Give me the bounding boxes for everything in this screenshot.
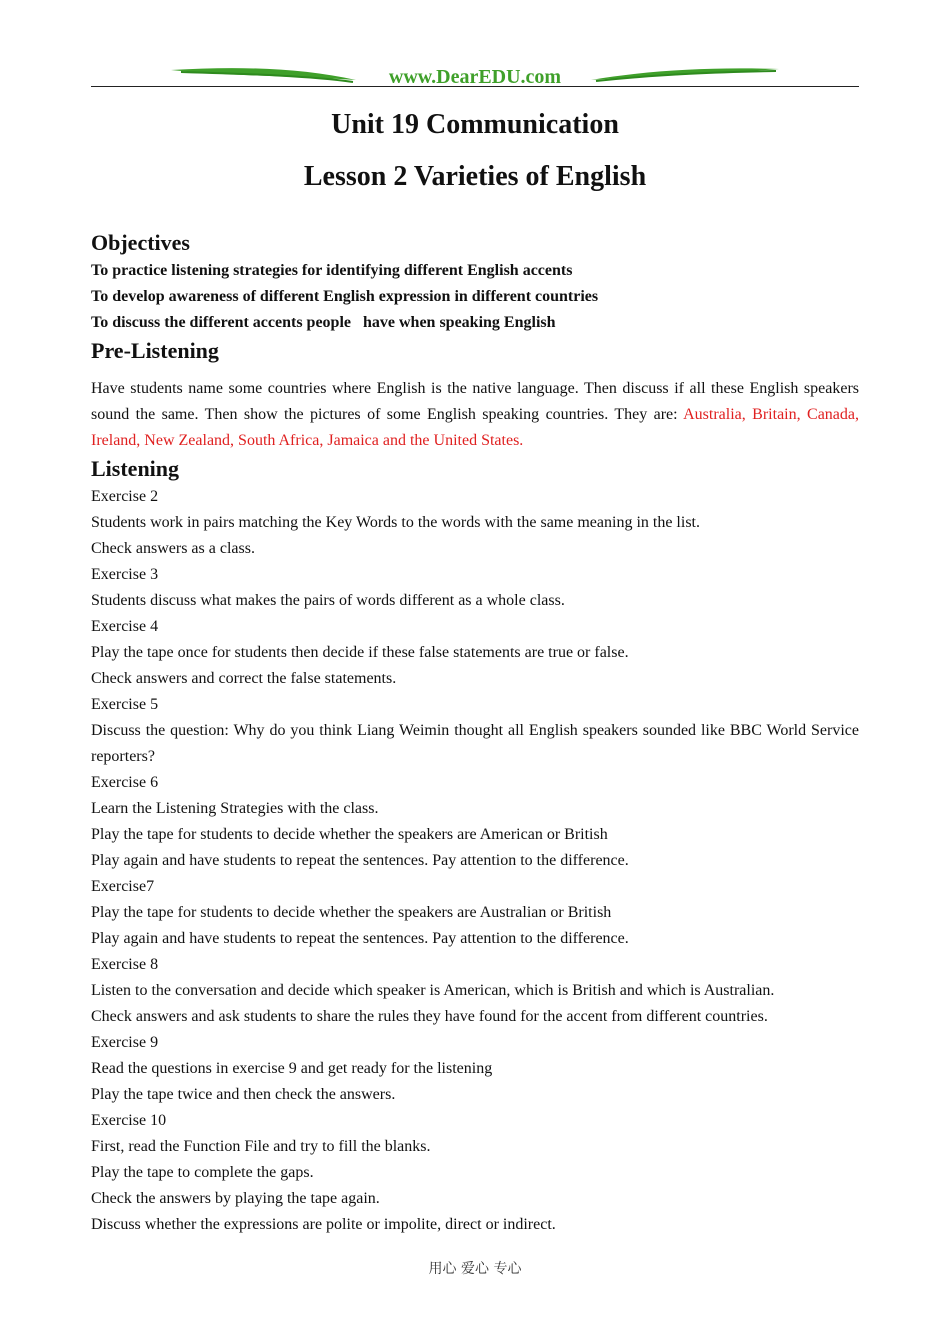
exercise-label: Exercise 2 — [91, 488, 159, 505]
instruction-line: Students discuss what makes the pairs of words different as a whole class. — [91, 592, 565, 609]
instruction-line: Check the answers by playing the tape again. — [91, 1190, 380, 1207]
instruction-line: Play the tape once for students then decide if these false statements are true or false. — [91, 644, 629, 661]
instruction-line: Learn the Listening Strategies with the class. — [91, 800, 379, 817]
pre-listening-paragraph — [91, 376, 859, 454]
pre-listening-heading: Pre-Listening — [91, 338, 219, 363]
instruction-line: Check answers and correct the false statements. — [91, 670, 397, 687]
footer-text: 用心 爱心 专心 — [428, 1261, 522, 1277]
objectives-heading: Objectives — [91, 230, 190, 255]
header-rule — [91, 86, 859, 87]
objective-item: To discuss the different accents people have when speaking English — [91, 314, 556, 331]
exercise-label: Exercise 6 — [91, 774, 159, 791]
instruction-line: Check answers and ask students to share the rules they have found for the accent from different countries. — [91, 1008, 768, 1025]
instruction-line: Play the tape for students to decide whether the speakers are Australian or British — [91, 904, 612, 921]
objective-item: To practice listening strategies for identifying different English accents — [91, 262, 573, 279]
instruction-line: Play the tape for students to decide whether the speakers are American or British — [91, 826, 608, 843]
exercise-label: Exercise7 — [91, 878, 155, 895]
exercise-label: Exercise 10 — [91, 1112, 167, 1129]
listening-lines — [91, 484, 859, 1238]
instruction-line: Play the tape twice and then check the answers. — [91, 1086, 396, 1103]
unit-title: Unit 19 Communication — [331, 109, 619, 140]
objective-item: To develop awareness of different English expression in different countries — [91, 288, 599, 305]
instruction-line: Listen to the conversation and decide which speaker is American, which is British and which is Australian. — [91, 982, 775, 999]
instruction-line: Play the tape to complete the gaps. — [91, 1164, 314, 1181]
exercise-label: Exercise 3 — [91, 566, 159, 583]
instruction-line: First, read the Function File and try to fill the blanks. — [91, 1138, 431, 1155]
instruction-line: Discuss whether the expressions are polite or impolite, direct or indirect. — [91, 1216, 556, 1233]
instruction-line: Check answers as a class. — [91, 540, 255, 557]
instruction-line: Play again and have students to repeat the sentences. Pay attention to the difference. — [91, 930, 629, 947]
exercise-label: Exercise 9 — [91, 1034, 159, 1051]
document-body — [91, 228, 859, 1238]
instruction-line: Students work in pairs matching the Key Words to the words with the same meaning in the list. — [91, 514, 700, 531]
countries-list: Australia, Britain, Canada, Ireland, New Zealand, South Africa, Jamaica and the United States. — [91, 406, 860, 449]
pre-listening-text: Have students name some countries where English is the native language. Then discuss if all these English speakers sound the same. Then show the pictures of some English speaking countries. They are: — [91, 380, 859, 423]
exercise-label: Exercise 8 — [91, 956, 159, 973]
listening-heading: Listening — [91, 456, 180, 481]
lesson-title: Lesson 2 Varieties of English — [303, 161, 647, 192]
instruction-line: Discuss the question: Why do you think Liang Weimin thought all English speakers sounded like BBC World Service reporters? — [91, 722, 859, 765]
exercise-label: Exercise 5 — [91, 696, 159, 713]
logo-text: www.DearEDU.com — [388, 66, 562, 88]
instruction-line: Play again and have students to repeat the sentences. Pay attention to the difference. — [91, 852, 629, 869]
instruction-line: Read the questions in exercise 9 and get ready for the listening — [91, 1060, 493, 1077]
exercise-label: Exercise 4 — [91, 618, 159, 635]
